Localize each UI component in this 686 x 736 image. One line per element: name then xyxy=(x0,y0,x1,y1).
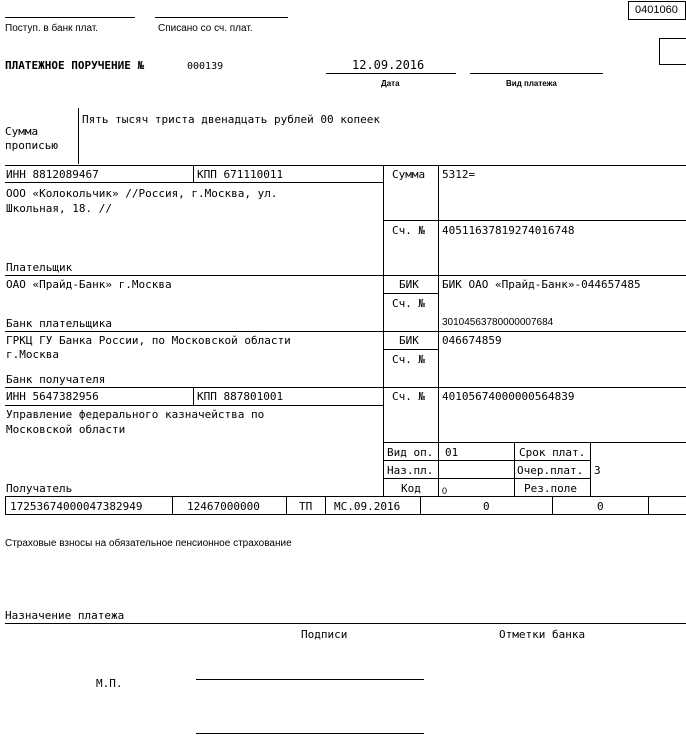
purpose-line xyxy=(5,623,686,624)
payee-name-1: Управление федерального казначейства по xyxy=(6,408,265,421)
purpose-label: Назначение платежа xyxy=(5,609,125,622)
grid-line xyxy=(5,496,6,514)
document-number: 000139 xyxy=(187,61,224,72)
grid-line xyxy=(193,165,194,182)
debited-label: Списано со сч. плат. xyxy=(158,23,253,34)
signature-line-1 xyxy=(196,679,424,680)
grid-line xyxy=(383,460,591,461)
document-title: ПЛАТЕЖНОЕ ПОРУЧЕНИЕ № xyxy=(5,59,145,72)
grid-line xyxy=(286,496,287,514)
grid-line xyxy=(420,496,421,514)
received-line xyxy=(5,17,135,18)
grid-line xyxy=(193,387,194,405)
grid-line xyxy=(383,293,438,294)
payee-bank-label: Банк получателя xyxy=(6,373,106,386)
grid-line xyxy=(5,496,686,497)
payer-bank-account-label: Сч. № xyxy=(392,297,426,310)
amount-words-value: Пять тысяч триста двенадцать рублей 00 копеек xyxy=(82,113,381,126)
payee-bank-bik: 046674859 xyxy=(442,334,502,347)
bank-marks-label: Отметки банка xyxy=(499,628,586,641)
tax-doc-number: 0 xyxy=(483,500,490,513)
code-label: Код xyxy=(401,482,421,495)
payee-inn: ИНН 5647382956 xyxy=(6,390,99,403)
payee-account: 40105674000000564839 xyxy=(442,390,575,403)
sum-label: Сумма xyxy=(392,168,426,181)
order-value: 3 xyxy=(594,464,601,477)
grid-line xyxy=(5,165,686,166)
payee-name-2: Московской области xyxy=(6,423,126,436)
grid-line xyxy=(5,331,686,332)
grid-line xyxy=(383,478,591,479)
purpose-text: Страховые взносы на обязательное пенсионное страхование xyxy=(5,538,292,549)
grid-line xyxy=(514,442,515,496)
order-label: Очер.плат. xyxy=(517,464,584,477)
op-type-value: 01 xyxy=(445,446,459,459)
payer-name-1: ООО «Колокольчик» //Россия, г.Москва, ул. xyxy=(6,187,278,200)
payer-bank-name: ОАО «Прайд-Банк» г.Москва xyxy=(6,278,172,291)
grid-line xyxy=(383,442,686,443)
tax-period: МС.09.2016 xyxy=(334,500,401,513)
grid-line xyxy=(552,496,553,514)
tax-doc-date: 0 xyxy=(597,500,604,513)
term-label: Срок плат. xyxy=(519,446,586,459)
date-line xyxy=(326,73,456,74)
reserve-label: Рез.поле xyxy=(524,482,577,495)
payee-bank-account-label: Сч. № xyxy=(392,353,426,366)
payee-label: Получатель xyxy=(6,482,73,495)
payer-inn: ИНН 8812089467 xyxy=(6,168,99,181)
grid-line xyxy=(383,220,686,221)
tax-kbk: 17253674000047382949 xyxy=(10,500,143,513)
amount-words-label-1: Сумма xyxy=(5,125,39,138)
date-label: Дата xyxy=(381,79,400,88)
tax-oktmo: 12467000000 xyxy=(187,500,260,513)
payer-account: 40511637819274016748 xyxy=(442,224,575,237)
grid-line xyxy=(383,349,438,350)
payee-kpp: КПП 887801001 xyxy=(197,390,284,403)
payment-type-label: Вид платежа xyxy=(506,79,557,88)
code-value: 0 xyxy=(442,486,448,496)
signatures-label: Подписи xyxy=(301,628,348,641)
payer-bank-account: 30104563780000007684 xyxy=(442,317,554,328)
grid-line xyxy=(5,387,686,388)
amount-words-divider xyxy=(78,108,79,164)
grid-line xyxy=(5,514,686,515)
payer-account-label: Сч. № xyxy=(392,224,426,237)
payer-name-2: Школьная, 18. // xyxy=(6,202,112,215)
op-type-label: Вид оп. xyxy=(387,446,434,459)
payee-bank-name-2: г.Москва xyxy=(6,348,59,361)
grid-line xyxy=(5,275,686,276)
grid-line xyxy=(438,165,439,496)
tax-basis: ТП xyxy=(299,500,313,513)
grid-line xyxy=(5,182,383,183)
form-code: 0401060 xyxy=(635,4,678,16)
payer-kpp: КПП 671110011 xyxy=(197,168,284,181)
grid-line xyxy=(648,496,649,514)
payee-bank-bik-label: БИК xyxy=(399,334,419,347)
payer-label: Плательщик xyxy=(6,261,73,274)
document-date: 12.09.2016 xyxy=(352,58,425,72)
received-label: Поступ. в банк плат. xyxy=(5,23,99,34)
stamp-label: М.П. xyxy=(96,677,123,690)
amount-words-label-2: прописью xyxy=(5,139,58,152)
payee-account-label: Сч. № xyxy=(392,390,426,403)
grid-line xyxy=(5,405,383,406)
signature-line-2 xyxy=(196,733,424,734)
grid-line xyxy=(590,442,591,496)
payer-bank-bik: БИК ОАО «Прайд-Банк»-044657485 xyxy=(442,278,641,291)
sum-value: 5312= xyxy=(442,168,476,181)
purpose-code-label: Наз.пл. xyxy=(387,464,434,477)
payment-type-line xyxy=(470,73,603,74)
grid-line xyxy=(383,165,384,496)
status-box xyxy=(659,38,686,65)
grid-line xyxy=(325,496,326,514)
payer-bank-bik-label: БИК xyxy=(399,278,419,291)
payee-bank-name-1: ГРКЦ ГУ Банка России, по Московской области xyxy=(6,334,291,347)
grid-line xyxy=(172,496,173,514)
debited-line xyxy=(155,17,288,18)
payer-bank-label: Банк плательщика xyxy=(6,317,112,330)
